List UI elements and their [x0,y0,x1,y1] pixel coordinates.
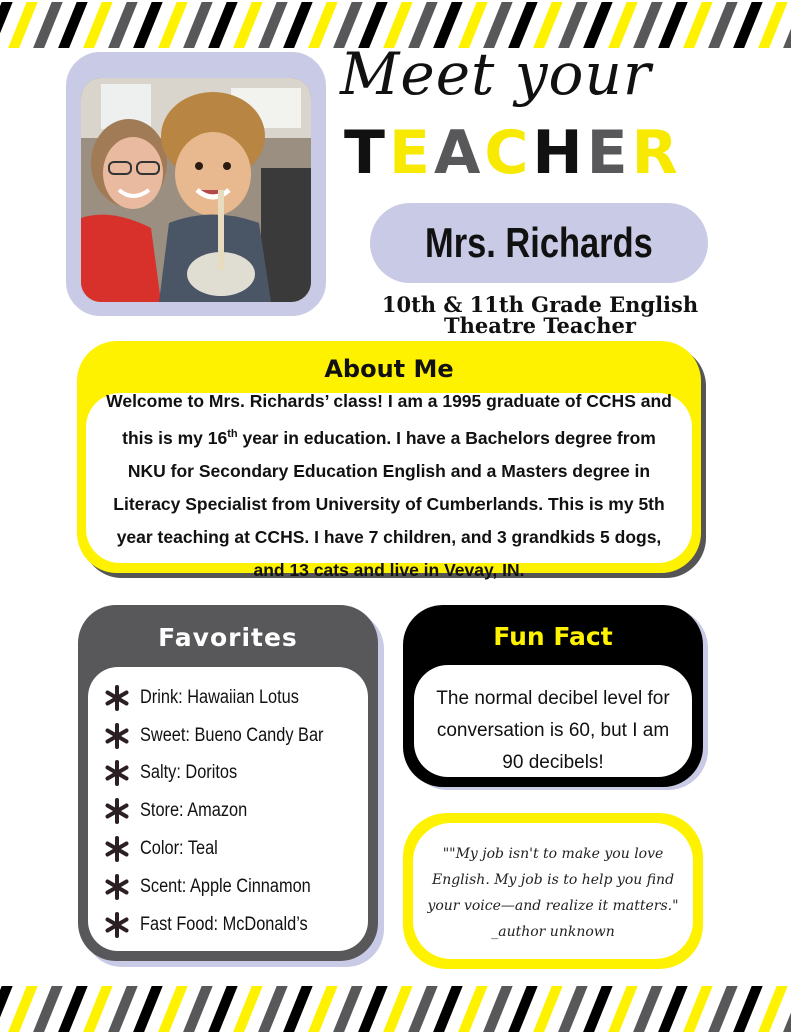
favorite-item-text: Scent: Apple Cinnamon [140,875,311,897]
subject-line: Theatre Teacher [444,313,636,338]
favorite-item-text: Salty: Doritos [140,762,238,784]
asterisk-icon [104,912,130,938]
photo-frame [66,52,326,316]
grade-subject-heading [370,294,710,336]
quote-author: _author unknown [491,924,615,940]
bottom-stripe-border [0,986,791,1032]
title-letter: C [484,118,533,188]
asterisk-icon [104,874,130,900]
favorites-list [104,679,353,944]
asterisk-icon [104,723,130,749]
quote-text [425,841,681,945]
teacher-name-pill [370,203,708,283]
about-text-part2: year in education. I have a Bachelors degree from NKU for Secondary Education English and a Masters degree in Literacy Specialist from University of Cumberlands. This is my 5th year teaching at CCHS. I have 7 children, and 3 grandkids 5 dogs, and 13 cats and live in Vevay, IN. [113,427,665,580]
favorite-item [104,717,353,755]
about-me-text [101,385,677,587]
about-me-title: About Me [324,355,454,383]
favorite-item-text: Drink: Hawaiian Lotus [140,686,299,708]
teacher-block-title [344,118,682,188]
favorite-item [104,679,353,717]
favorite-item-text: Fast Food: McDonald’s [140,913,308,935]
favorite-item-text: Store: Amazon [140,800,248,822]
asterisk-icon [104,798,130,824]
fun-fact-title: Fun Fact [493,622,613,651]
asterisk-icon [104,836,130,862]
quote-card [403,813,703,969]
title-letter: E [388,118,434,188]
favorite-item [104,868,353,906]
favorite-item-text: Color: Teal [140,838,218,860]
favorite-item [104,830,353,868]
favorite-item [104,755,353,793]
asterisk-icon [104,760,130,786]
about-me-card [77,341,701,580]
title-letter: H [532,118,587,188]
title-letter: T [344,118,389,188]
favorite-item [104,792,353,830]
favorite-item-text: Sweet: Bueno Candy Bar [140,724,324,746]
fun-fact-text: The normal decibel level for conversation is 60, but I am 90 decibels! [436,688,670,773]
teacher-photo [81,78,311,302]
favorites-inner [88,667,368,951]
fun-fact-card [403,605,703,787]
about-text-sup: th [227,428,238,440]
quote-inner [413,823,693,959]
meet-your-script-title: Meet your [340,40,652,108]
title-letter: E [586,118,632,188]
grade-line: 10th & 11th Grade English [381,292,699,317]
quote-body: ""My job isn't to make you love English. My job is to help you find your voice—and realize it matters." [427,846,679,914]
favorite-item [104,906,353,944]
title-letter: R [631,118,682,188]
about-text-part1: Welcome to Mrs. Richards’ class! I am a 1995 graduate of CCHS and this is my 16 [106,391,672,448]
favorites-card [78,605,378,961]
favorites-title: Favorites [158,623,298,652]
asterisk-icon [104,685,130,711]
fun-fact-inner [414,665,692,777]
teacher-name: Mrs. Richards [425,219,653,266]
title-letter: A [433,118,485,188]
